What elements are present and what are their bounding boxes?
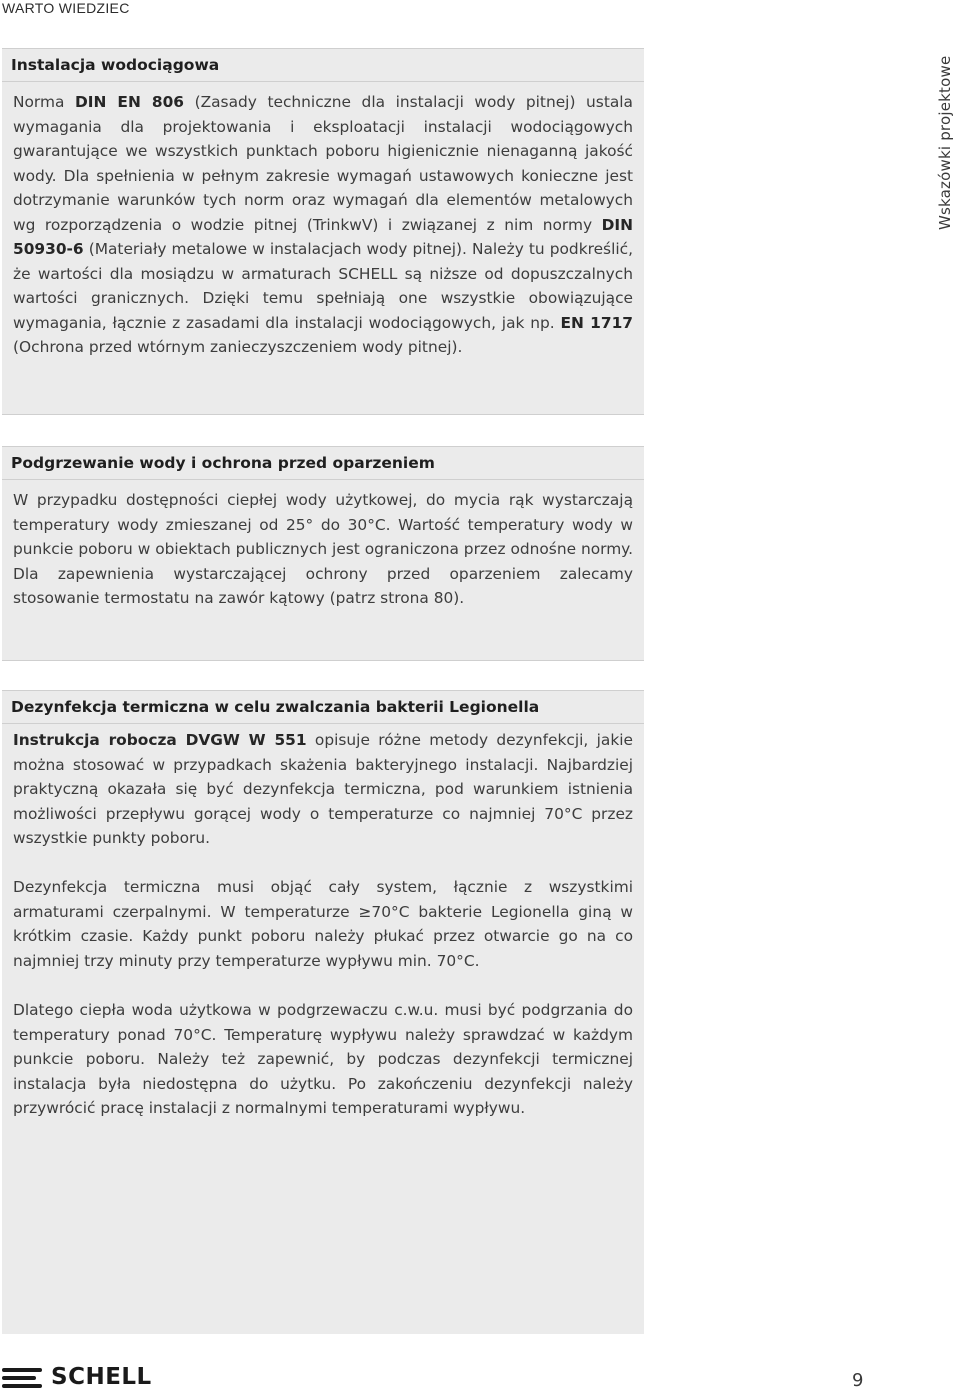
section-title-bar xyxy=(2,446,644,480)
standard-reference: DIN EN 806 xyxy=(75,93,184,111)
text-run: (Ochrona przed wtórnym zanieczyszczeniem wody pitnej). xyxy=(13,338,463,356)
section-panel-water-installation xyxy=(2,48,644,415)
text-run: (Materiały metalowe w instalacjach wody pitnej). Należy tu podkreślić, że wartości dla mosiądzu w armaturach SCHELL są niższe od dopuszczalnych wartości granicznych. Dzięki temu spełniają one wszystkie obowiązujące wymagania, łącznie z zasadami dla instalacji wodociągowych, jak np. xyxy=(13,240,633,332)
section-panel-thermal-disinfection xyxy=(2,690,644,1334)
text-run: opisuje różne metody dezynfekcji, jakie można stosować w przypadkach skażenia bakteryjnego instalacji. Najbardziej praktyczną okazała się być dezynfekcja termiczna, pod warunkiem istnienia możliwości przepływu gorącej wody o temperaturze co najmniej 70°C przez wszystkie punkty poboru. xyxy=(13,731,633,847)
section-paragraph xyxy=(13,728,633,851)
section-title-bar xyxy=(2,690,644,724)
text-run: (Zasady techniczne dla instalacji wody pitnej) ustala wymagania dla projektowania i eksploatacji instalacji wodociągowych gwarantujące we wszystkich punktach poboru higienicznie nienaganną jakość wody. Dla spełnienia w pełnym zakresie wymagań ustawowych konieczne jest dotrzymanie warunków tych norm oraz wymagań dla elementów metalowych wg rozporządzenia o wodzie pitnej (TrinkwV) i związanej z nim normy xyxy=(13,93,633,234)
section-divider xyxy=(2,660,644,661)
section-paragraph xyxy=(13,90,633,360)
standard-reference: Instrukcja robocza DVGW W 551 xyxy=(13,731,307,749)
schell-logo xyxy=(2,1364,162,1392)
page-header-label: WARTO WIEDZIEC xyxy=(2,0,130,16)
standard-reference: EN 1717 xyxy=(560,313,633,332)
section-title-bar xyxy=(2,48,644,82)
section-paragraph: W przypadku dostępności ciepłej wody użytkowej, do mycia rąk wystarczają temperatury wody zmieszanej od 25° do 30°C. Wartość temperatury wody w punkcie poboru w obiektach publicznych jest ograniczona przez odnośne normy. Dla zapewnienia wystarczającej ochrony przed oparzeniem zalecamy stosowanie termostatu na zawór kątowy (patrz strona 80). xyxy=(13,491,633,607)
side-section-label-text: Wskazówki projektowe xyxy=(936,55,954,230)
section-title: Podgrzewanie wody i ochrona przed oparzeniem xyxy=(11,454,435,472)
text-run: Norma xyxy=(13,93,75,111)
logo-lines-icon xyxy=(2,1368,42,1388)
section-paragraph: Dezynfekcja termiczna musi objąć cały system, łącznie z wszystkimi armaturami czerpalnymi. W temperaturze ≥70°C bakterie Legionella giną w krótkim czasie. Każdy punkt poboru należy płukać przez otwarcie go na co najmniej trzy minuty przy temperaturze wypływu min. 70°C. xyxy=(13,878,633,970)
section-title: Dezynfekcja termiczna w celu zwalczania bakterii Legionella xyxy=(11,698,540,716)
section-panel-water-heating xyxy=(2,446,644,661)
logo-wordmark: SCHELL xyxy=(51,1364,152,1390)
page-number: 9 xyxy=(852,1370,864,1391)
standard-reference: DIN 50930-6 xyxy=(13,215,633,258)
section-paragraph: Dlatego ciepła woda użytkowa w podgrzewaczu c.w.u. musi być podgrzania do temperatury ponad 70°C. Temperaturę wypływu należy sprawdzać w każdym punkcie poboru. Należy też zapewnić, by podczas dezynfekcji termicznej instalacja była niedostępna do użytku. Po zakończeniu dezynfekcji należy przywrócić pracę instalacji z normalnymi temperaturami wypływu. xyxy=(13,1001,633,1117)
section-title: Instalacja wodociągowa xyxy=(11,56,220,74)
section-divider xyxy=(2,414,644,415)
